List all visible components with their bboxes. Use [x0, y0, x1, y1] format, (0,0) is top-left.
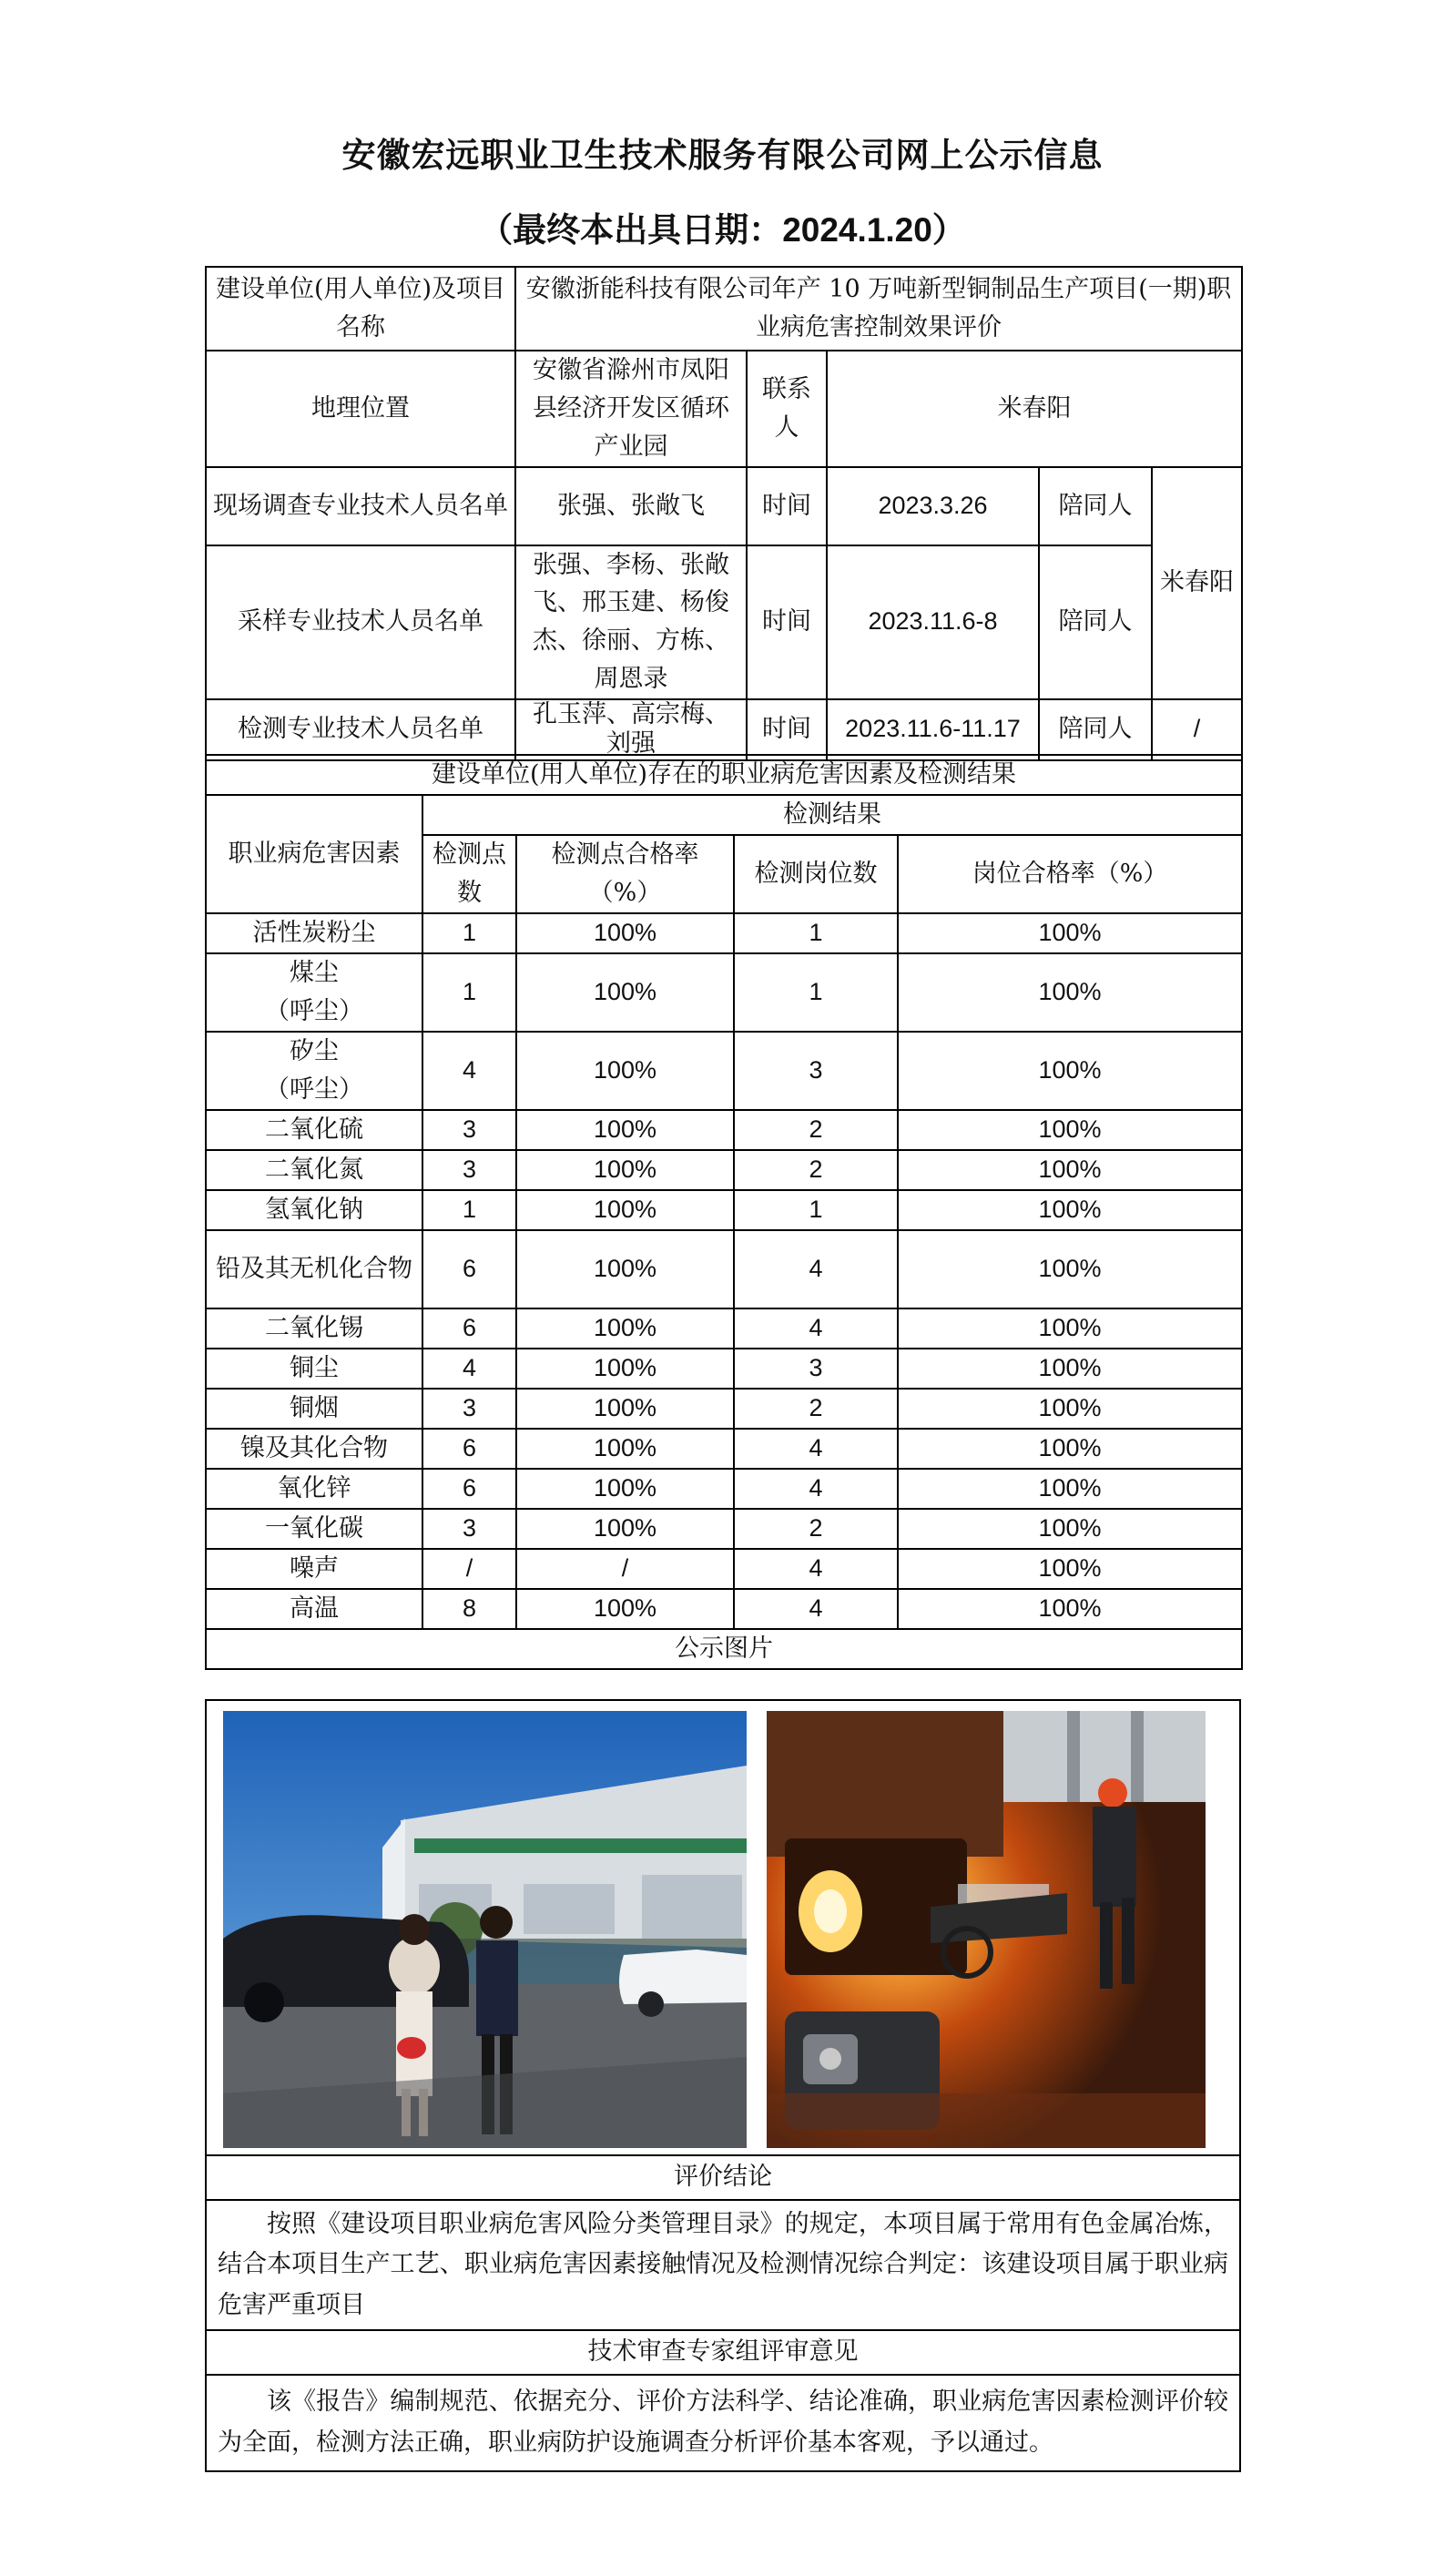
- result-row: [206, 1032, 1242, 1110]
- review-title: 技术审查专家组评审意见: [206, 2330, 1240, 2375]
- result-row: [206, 1509, 1242, 1549]
- result-row: [206, 1389, 1242, 1429]
- result-row: [206, 1308, 1242, 1349]
- conclusion-title: 评价结论: [206, 2155, 1240, 2200]
- sampling-staff-value: 张强、李杨、张敞飞、邢玉建、杨俊杰、徐丽、方栋、周恩录: [515, 545, 747, 699]
- result-point-rate: 100%: [516, 953, 734, 1032]
- result-factor: 二氧化氮: [206, 1150, 422, 1190]
- result-post-rate: 100%: [898, 1589, 1242, 1629]
- result-post-rate: 100%: [898, 1308, 1242, 1349]
- result-points: 6: [422, 1469, 516, 1509]
- result-point-rate: 100%: [516, 1509, 734, 1549]
- result-point-rate: 100%: [516, 1032, 734, 1110]
- result-post-rate: 100%: [898, 1469, 1242, 1509]
- result-posts: 1: [734, 1190, 898, 1230]
- issue-date-suffix: ）: [931, 209, 966, 249]
- result-posts: 3: [734, 1349, 898, 1389]
- location-value: 安徽省滁州市凤阳县经济开发区循环产业园: [515, 351, 747, 467]
- result-post-rate: 100%: [898, 1549, 1242, 1589]
- result-points: 6: [422, 1230, 516, 1308]
- review-text: 该《报告》编制规范、依据充分、评价方法科学、结论准确，职业病危害因素检测评价较为全面，检测方法正确，职业病防护设施调查分析评价基本客观，予以通过。: [206, 2375, 1240, 2471]
- site-visit-photo: [223, 1711, 747, 2148]
- document-title: 安徽宏远职业卫生技术服务有限公司网上公示信息: [341, 135, 1104, 175]
- result-point-rate: 100%: [516, 1190, 734, 1230]
- result-posts: 1: [734, 953, 898, 1032]
- sampling-escort-label: 陪同人: [1039, 545, 1152, 699]
- result-factor: 二氧化硫: [206, 1110, 422, 1150]
- photo-panel: [205, 1699, 1241, 2154]
- result-post-rate: 100%: [898, 1509, 1242, 1549]
- result-factor: 煤尘 （呼尘）: [206, 953, 422, 1032]
- project-name-value: 安徽浙能科技有限公司年产 10 万吨新型铜制品生产项目(一期)职业病危害控制效果评价: [515, 267, 1242, 351]
- result-post-rate: 100%: [898, 1230, 1242, 1308]
- testing-escort-value: /: [1152, 699, 1242, 760]
- conclusion-text: 按照《建设项目职业病危害风险分类管理目录》的规定，本项目属于常用有色金属冶炼，结合本项目生产工艺、职业病危害因素接触情况及检测情况综合判定：该建设项目属于职业病危害严重项目: [206, 2200, 1240, 2331]
- issue-date: 2024.1.20: [782, 211, 932, 249]
- result-row: [206, 953, 1242, 1032]
- result-row: [206, 1150, 1242, 1190]
- contact-label: 联系人: [747, 351, 827, 467]
- result-point-rate: 100%: [516, 1150, 734, 1190]
- result-post-rate: 100%: [898, 953, 1242, 1032]
- result-points: 6: [422, 1308, 516, 1349]
- result-post-rate: 100%: [898, 1389, 1242, 1429]
- result-point-rate: 100%: [516, 1589, 734, 1629]
- result-posts: 2: [734, 1389, 898, 1429]
- result-points: 1: [422, 913, 516, 953]
- result-factor: 活性炭粉尘: [206, 913, 422, 953]
- result-factor: 一氧化碳: [206, 1509, 422, 1549]
- points-header: 检测点数: [422, 835, 516, 913]
- result-row: [206, 913, 1242, 953]
- result-factor: 高温: [206, 1589, 422, 1629]
- results-group-header: 检测结果: [422, 795, 1242, 835]
- result-point-rate: 100%: [516, 1230, 734, 1308]
- result-factor: 二氧化锡: [206, 1308, 422, 1349]
- result-posts: 2: [734, 1110, 898, 1150]
- survey-staff-value: 张强、张敞飞: [515, 467, 747, 545]
- result-points: 3: [422, 1509, 516, 1549]
- result-factor: 铜尘: [206, 1349, 422, 1389]
- result-point-rate: 100%: [516, 1349, 734, 1389]
- result-posts: 4: [734, 1230, 898, 1308]
- result-row: [206, 1110, 1242, 1150]
- sampling-time-label: 时间: [747, 545, 827, 699]
- result-posts: 4: [734, 1469, 898, 1509]
- result-row: [206, 1589, 1242, 1629]
- result-points: 4: [422, 1032, 516, 1110]
- result-row: [206, 1549, 1242, 1589]
- result-posts: 4: [734, 1308, 898, 1349]
- result-post-rate: 100%: [898, 1190, 1242, 1230]
- issue-date-line: [0, 202, 1445, 251]
- result-row: [206, 1469, 1242, 1509]
- point-rate-header: 检测点合格率（%）: [516, 835, 734, 913]
- results-table: [205, 754, 1243, 1670]
- result-factor: 氧化锌: [206, 1469, 422, 1509]
- testing-staff-value: 孔玉萍、高宗梅、刘强: [515, 699, 747, 760]
- sampling-time-value: 2023.11.6-8: [827, 545, 1039, 699]
- posts-header: 检测岗位数: [734, 835, 898, 913]
- result-factor: 铜烟: [206, 1389, 422, 1429]
- result-posts: 4: [734, 1589, 898, 1629]
- result-point-rate: 100%: [516, 913, 734, 953]
- result-points: /: [422, 1549, 516, 1589]
- project-info-table: [205, 266, 1243, 761]
- result-factor: 铅及其无机化合物: [206, 1230, 422, 1308]
- result-point-rate: 100%: [516, 1308, 734, 1349]
- testing-time-value: 2023.11.6-11.17: [827, 699, 1039, 760]
- result-points: 1: [422, 953, 516, 1032]
- result-factor: 镍及其化合物: [206, 1429, 422, 1469]
- results-section-title: 建设单位(用人单位)存在的职业病危害因素及检测结果: [206, 755, 1242, 795]
- testing-time-label: 时间: [747, 699, 827, 760]
- result-row: [206, 1429, 1242, 1469]
- result-point-rate: 100%: [516, 1110, 734, 1150]
- result-row: [206, 1190, 1242, 1230]
- result-points: 1: [422, 1190, 516, 1230]
- survey-time-value: 2023.3.26: [827, 467, 1039, 545]
- result-post-rate: 100%: [898, 1110, 1242, 1150]
- result-row: [206, 1349, 1242, 1389]
- location-label: 地理位置: [206, 351, 515, 467]
- factor-header: 职业病危害因素: [206, 795, 422, 913]
- result-posts: 2: [734, 1509, 898, 1549]
- result-factor: 氢氧化钠: [206, 1190, 422, 1230]
- contact-value: 米春阳: [827, 351, 1242, 467]
- result-post-rate: 100%: [898, 913, 1242, 953]
- result-posts: 3: [734, 1032, 898, 1110]
- result-posts: 4: [734, 1549, 898, 1589]
- survey-time-label: 时间: [747, 467, 827, 545]
- conclusion-table: [205, 2154, 1241, 2472]
- photos-section-title: 公示图片: [206, 1629, 1242, 1669]
- survey-staff-label: 现场调查专业技术人员名单: [206, 467, 515, 545]
- result-points: 3: [422, 1110, 516, 1150]
- result-points: 3: [422, 1150, 516, 1190]
- result-post-rate: 100%: [898, 1429, 1242, 1469]
- result-points: 4: [422, 1349, 516, 1389]
- result-points: 3: [422, 1389, 516, 1429]
- result-points: 6: [422, 1429, 516, 1469]
- result-point-rate: 100%: [516, 1429, 734, 1469]
- result-posts: 4: [734, 1429, 898, 1469]
- escort-value: 米春阳: [1152, 467, 1242, 699]
- testing-escort-label: 陪同人: [1039, 699, 1152, 760]
- survey-escort-label: 陪同人: [1039, 467, 1152, 545]
- result-point-rate: 100%: [516, 1389, 734, 1429]
- project-name-label: 建设单位(用人单位)及项目名称: [206, 267, 515, 351]
- result-post-rate: 100%: [898, 1032, 1242, 1110]
- result-row: [206, 1230, 1242, 1308]
- furnace-worker-photo: [767, 1711, 1206, 2148]
- result-posts: 1: [734, 913, 898, 953]
- issue-date-prefix: （最终本出具日期：: [479, 209, 783, 249]
- post-rate-header: 岗位合格率（%）: [898, 835, 1242, 913]
- result-post-rate: 100%: [898, 1349, 1242, 1389]
- result-factor: 噪声: [206, 1549, 422, 1589]
- testing-staff-label: 检测专业技术人员名单: [206, 699, 515, 760]
- result-point-rate: 100%: [516, 1469, 734, 1509]
- sampling-staff-label: 采样专业技术人员名单: [206, 545, 515, 699]
- result-point-rate: /: [516, 1549, 734, 1589]
- result-posts: 2: [734, 1150, 898, 1190]
- result-post-rate: 100%: [898, 1150, 1242, 1190]
- result-points: 8: [422, 1589, 516, 1629]
- result-factor: 矽尘 （呼尘）: [206, 1032, 422, 1110]
